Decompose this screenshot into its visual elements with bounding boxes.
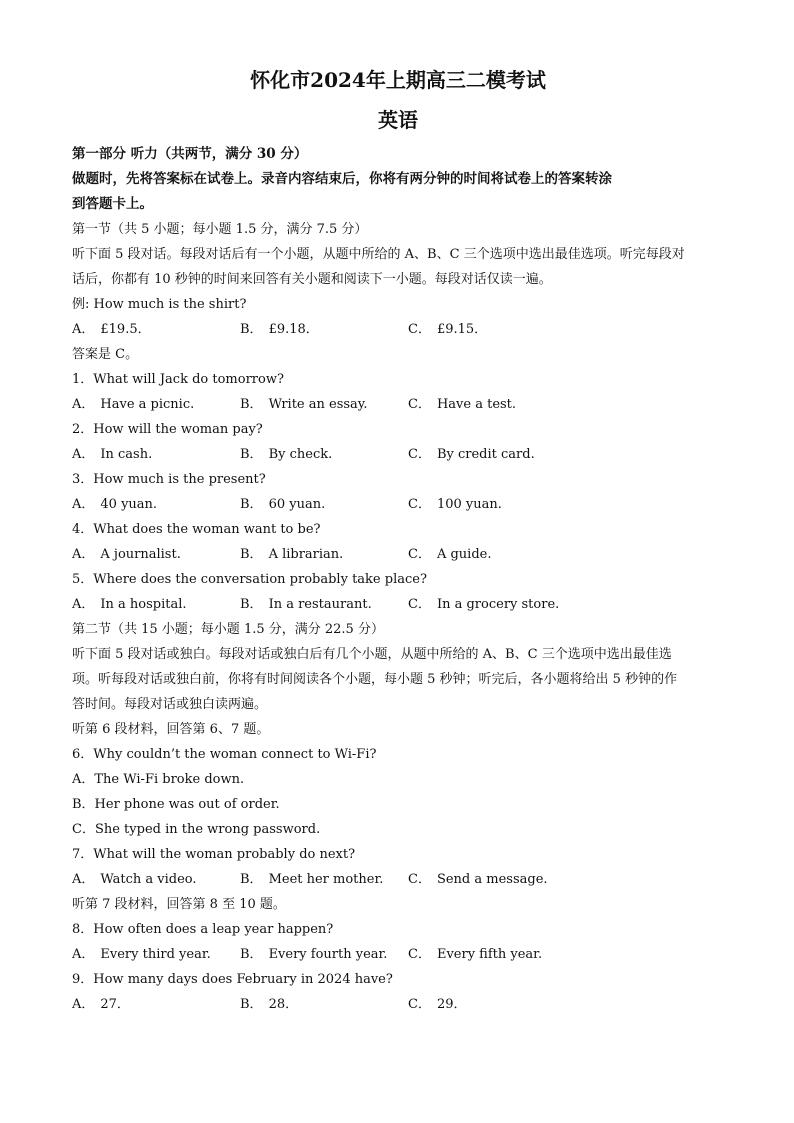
option-c: C． Have a test. — [408, 397, 517, 412]
question-8-options — [72, 942, 724, 967]
option-b: B． 60 yuan. — [240, 497, 326, 512]
option-a: A． In cash. — [72, 447, 153, 462]
option-a: A． In a hospital. — [72, 597, 187, 612]
option-c: C． 29． — [408, 997, 467, 1012]
question-6-option-c: C．She typed in the wrong password. — [72, 822, 321, 837]
question-9: 9．How many days does February in 2024 have? — [72, 972, 393, 987]
material-7-note: 听第 7 段材料，回答第 8 至 10 题。 — [72, 897, 286, 912]
section1-desc-line2: 话后，你都有 10 秒钟的时间来回答有关小题和阅读下一小题。每段对话仅读一遍。 — [72, 272, 552, 287]
option-b: B． £9.18． — [240, 322, 319, 337]
question-2-options — [72, 442, 724, 467]
option-c: C． £9.15． — [408, 322, 488, 337]
option-a: A． £19.5． — [72, 322, 151, 337]
exam-title: 怀化市2024年上期高三二模考试 — [250, 68, 546, 92]
question-5-options — [72, 592, 724, 617]
option-a: A． A journalist. — [72, 547, 181, 562]
question-6-option-a: A．The Wi-Fi broke down. — [72, 772, 245, 787]
exam-page — [72, 62, 724, 1017]
material-6-note: 听第 6 段材料，回答第 6、7 题。 — [72, 722, 270, 737]
option-a: A． Watch a video. — [72, 872, 197, 887]
option-b: B． A librarian. — [240, 547, 344, 562]
section1-desc-line1: 听下面 5 段对话。每段对话后有一个小题，从题中所给的 A、B、C 三个选项中选出最佳选项。听完每段对 — [72, 247, 685, 262]
option-b: B． By check. — [240, 447, 333, 462]
question-9-options — [72, 992, 724, 1017]
example-question: 例: How much is the shirt? — [72, 297, 247, 312]
option-a: A． 27． — [72, 997, 130, 1012]
option-c: C． By credit card. — [408, 447, 535, 462]
option-b: B． Write an essay. — [240, 397, 368, 412]
option-b: B． Every fourth year. — [240, 947, 388, 962]
question-1: 1．What will Jack do tomorrow? — [72, 372, 284, 387]
question-2: 2．How will the woman pay? — [72, 422, 263, 437]
part1-instruction-line1: 做题时，先将答案标在试卷上。录音内容结束后，你将有两分钟的时间将试卷上的答案转涂 — [72, 171, 612, 187]
section2-desc-line1: 听下面 5 段对话或独白。每段对话或独白后有几个小题，从题中所给的 A、B、C 三个选项中选出最佳选 — [72, 647, 672, 662]
section2-heading: 第二节（共 15 小题；每小题 1.5 分，满分 22.5 分） — [72, 622, 384, 637]
option-c: C． Every fifth year. — [408, 947, 543, 962]
option-c: C． In a grocery store. — [408, 597, 560, 612]
question-3: 3．How much is the present? — [72, 472, 266, 487]
question-7: 7．What will the woman probably do next? — [72, 847, 356, 862]
exam-subject: 英语 — [378, 108, 418, 132]
section2-desc-line3: 答时间。每段对话或独白读两遍。 — [72, 697, 268, 712]
part1-instruction-line2: 到答题卡上。 — [72, 196, 153, 212]
question-8: 8．How often does a leap year happen? — [72, 922, 334, 937]
option-c: C． Send a message. — [408, 872, 548, 887]
example-options — [72, 317, 724, 342]
part1-heading: 第一部分 听力（共两节，满分 30 分） — [72, 146, 308, 162]
question-4: 4．What does the woman want to be? — [72, 522, 321, 537]
option-b: B． In a restaurant. — [240, 597, 372, 612]
option-a: A． 40 yuan. — [72, 497, 158, 512]
question-1-options — [72, 392, 724, 417]
section1-heading: 第一节（共 5 小题；每小题 1.5 分，满分 7.5 分） — [72, 222, 368, 237]
section2-desc-line2: 项。听每段对话或独白前，你将有时间阅读各个小题，每小题 5 秒钟；听完后，各小题将给出 5 秒钟的作 — [72, 672, 678, 687]
question-6: 6．Why couldn’t the woman connect to Wi-Fi? — [72, 747, 377, 762]
option-b: B． 28． — [240, 997, 299, 1012]
option-a: A． Have a picnic. — [72, 397, 195, 412]
example-answer: 答案是 C。 — [72, 347, 139, 362]
option-b: B． Meet her mother. — [240, 872, 384, 887]
question-5: 5．Where does the conversation probably take place? — [72, 572, 427, 587]
option-c: C． A guide. — [408, 547, 492, 562]
question-7-options — [72, 867, 724, 892]
question-4-options — [72, 542, 724, 567]
option-c: C． 100 yuan. — [408, 497, 502, 512]
option-a: A． Every third year. — [72, 947, 211, 962]
question-3-options — [72, 492, 724, 517]
question-6-option-b: B．Her phone was out of order. — [72, 797, 280, 812]
